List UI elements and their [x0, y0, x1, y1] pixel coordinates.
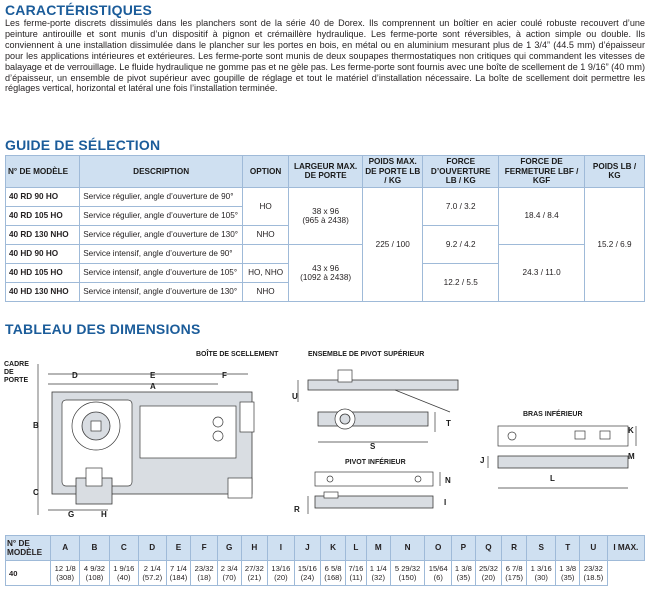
- col-weight: POIDS LB / KG: [585, 156, 645, 188]
- dim-cell: [390, 561, 425, 586]
- table-row: [6, 244, 645, 263]
- dim-value: 23/32: [583, 564, 603, 573]
- col-closing-force: FORCE DE FERMETURE LBF / KGF: [499, 156, 585, 188]
- letter-i: I: [444, 498, 447, 507]
- dim-value: 12 1/8: [54, 564, 76, 573]
- dim-col: R: [502, 536, 527, 561]
- letter-k: K: [628, 426, 634, 435]
- description-cell: Service régulier, angle d’ouverture de 105°: [80, 206, 243, 225]
- characteristics-text: Les ferme-porte discrets dissimulés dans les planchers sont de la série 40 de Dorex. Ils comprennent un boîtier en acier coulé robuste recouvert d’une peinture antirouille et sont munis d’un dispositif à pignon et crémaillère hydraulique. Les ferme-porte sont réversibles, à action simple ou double. Ils conviennent à une installation dissimulée dans le plancher sur les portes en bois, en métal ou en aluminium mesurant plus de 1 3/4” (44.5 mm) d’épaisseur pour les applications intérieures et extérieures. Les ferme-porte sont munis de deux soupapes thermostatiques non critiques qui commandent les vitesses de balayage et de verrouillage. Le fluide hydraulique ne gomme pas et ne gèle pas. Les ferme-porte sont fournis avec une boîte de scellement de 1 9/16” (40 mm) d’épaisseur, un ensemble de pivot supérieur avec goupille de réglage et tout le matériel d’installation nécessaire. La boîte de scellement doit permettre les réglages vertical, horizontal et latéral une fois l’installation terminée.: [5, 18, 645, 94]
- letter-a: A: [150, 382, 156, 391]
- dim-cell: [366, 561, 390, 586]
- dim-value: 23/32: [194, 564, 214, 573]
- letter-r: R: [294, 505, 300, 514]
- letter-s: S: [370, 442, 376, 451]
- dim-value-mm: (35): [560, 573, 575, 582]
- letter-m: M: [628, 452, 635, 461]
- dim-col: B: [80, 536, 109, 561]
- letter-n: N: [445, 476, 451, 485]
- letter-g: G: [68, 510, 75, 519]
- dim-col: N: [390, 536, 425, 561]
- col-width: LARGEUR MAX. DE PORTE: [289, 156, 363, 188]
- dim-cell: [241, 561, 268, 586]
- description-cell: Service régulier, angle d’ouverture de 130°: [80, 225, 243, 244]
- letter-t: T: [446, 419, 451, 428]
- dim-value-mm: (30): [534, 573, 548, 582]
- option-cell: NHO: [243, 282, 289, 301]
- model-cell: 40 RD 105 HO: [6, 206, 80, 225]
- dim-value: 6 7/8: [505, 564, 523, 573]
- opening-force-cell: 7.0 / 3.2: [423, 187, 499, 225]
- dim-value: 1 3/8: [454, 564, 472, 573]
- dim-cell: [527, 561, 556, 586]
- dim-value-mm: (175): [505, 573, 523, 582]
- dim-value-mm: (108): [85, 573, 104, 582]
- dim-col: S: [527, 536, 556, 561]
- dim-value-mm: (21): [247, 573, 262, 582]
- dim-value-mm: (18): [197, 573, 211, 582]
- dim-col-max: I MAX.: [607, 536, 644, 561]
- dim-col: Q: [475, 536, 502, 561]
- dim-value-mm: (20): [274, 573, 288, 582]
- dim-cell: [191, 561, 218, 586]
- dim-value-mm: (150): [398, 573, 417, 582]
- dim-col: F: [191, 536, 218, 561]
- dim-cell: [80, 561, 109, 586]
- box-label: BOÎTE DE SCELLEMENT: [196, 351, 279, 358]
- closing-force-cell-hd: 24.3 / 11.0: [499, 244, 585, 301]
- dim-col: H: [241, 536, 268, 561]
- dim-model-cell: 40: [6, 561, 51, 586]
- table-row: [6, 187, 645, 206]
- dim-col: T: [556, 536, 580, 561]
- letter-f: F: [222, 371, 227, 380]
- dim-value-mm: (6): [433, 573, 443, 582]
- dim-col: K: [321, 536, 346, 561]
- dim-cell: [51, 561, 80, 586]
- dimensions-title: TABLEAU DES DIMENSIONS: [5, 321, 201, 337]
- letter-b: B: [33, 421, 39, 430]
- dim-col-model: N° DE MODÈLE: [6, 536, 51, 561]
- width-hd: 43 x 96: [312, 263, 340, 273]
- dim-cell: [425, 561, 452, 586]
- col-description: DESCRIPTION: [80, 156, 243, 188]
- dim-value: 2 3/4: [220, 564, 238, 573]
- option-cell: HO: [243, 187, 289, 225]
- description-cell: Service intensif, angle d’ouverture de 105°: [80, 263, 243, 282]
- dim-value: 13/16: [271, 564, 291, 573]
- option-cell: NHO: [243, 225, 289, 244]
- option-cell: [243, 244, 289, 263]
- selection-table: [5, 155, 645, 302]
- dim-cell: [345, 561, 366, 586]
- width-cell-hd: [289, 244, 363, 301]
- dim-cell: [321, 561, 346, 586]
- opening-force-cell: 9.2 / 4.2: [423, 225, 499, 263]
- letter-h: H: [101, 510, 107, 519]
- model-cell: 40 RD 90 HO: [6, 187, 80, 206]
- dim-col: C: [109, 536, 138, 561]
- bottom-pivot-label: PIVOT INFÉRIEUR: [345, 459, 406, 466]
- top-pivot-drawing: [290, 362, 465, 452]
- dim-cell: [138, 561, 166, 586]
- col-weight-max: POIDS MAX. DE PORTE LB / KG: [363, 156, 423, 188]
- weight-max-cell: 225 / 100: [363, 187, 423, 301]
- dim-cell: [452, 561, 476, 586]
- model-cell: 40 RD 130 NHO: [6, 225, 80, 244]
- dim-value-mm: (184): [169, 573, 188, 582]
- model-cell: 40 HD 130 NHO: [6, 282, 80, 301]
- dim-value: 6 5/8: [324, 564, 342, 573]
- dim-cell: [109, 561, 138, 586]
- dim-value-mm: (32): [371, 573, 385, 582]
- width-hd-mm: (1092 à 2438): [300, 272, 352, 282]
- dim-value: 1 3/8: [559, 564, 577, 573]
- dim-value-mm: (308): [56, 573, 75, 582]
- dim-value-mm: (11): [349, 573, 363, 582]
- dim-col: P: [452, 536, 476, 561]
- bottom-arm-label: BRAS INFÉRIEUR: [523, 411, 583, 418]
- dim-value: 25/32: [478, 564, 498, 573]
- width-cell-rd: [289, 187, 363, 244]
- frame-label: CADRE DE PORTE: [4, 361, 29, 384]
- dim-value: 7 1/4: [170, 564, 187, 573]
- letter-d: D: [72, 371, 78, 380]
- dim-cell: [502, 561, 527, 586]
- col-model: N° DE MODÈLE: [6, 156, 80, 188]
- dim-value: 15/16: [297, 564, 317, 573]
- selection-title: GUIDE DE SÉLECTION: [5, 137, 161, 153]
- top-pivot-label: ENSEMBLE DE PIVOT SUPÉRIEUR: [308, 351, 425, 358]
- dim-col: A: [51, 536, 80, 561]
- bottom-arm-drawing: [480, 418, 645, 503]
- option-cell: HO, NHO: [243, 263, 289, 282]
- dim-value-mm: (35): [456, 573, 471, 582]
- characteristics-title: CARACTÉRISTIQUES: [5, 2, 153, 18]
- dim-value: 1 3/16: [530, 564, 552, 573]
- dim-value-mm: (24): [300, 573, 315, 582]
- dim-value-mm: (70): [222, 573, 236, 582]
- weight-cell: 15.2 / 6.9: [585, 187, 645, 301]
- dim-value: 27/32: [244, 564, 264, 573]
- dim-cell: [217, 561, 241, 586]
- dim-col: E: [166, 536, 191, 561]
- dim-value: 1 1/4: [369, 564, 387, 573]
- dim-value-mm: (40): [117, 573, 131, 582]
- dim-value-mm: (168): [324, 573, 342, 582]
- width-rd-mm: (965 à 2438): [302, 215, 349, 225]
- table-row: [6, 561, 645, 586]
- opening-force-cell: 12.2 / 5.5: [423, 263, 499, 301]
- letter-u: U: [292, 392, 298, 401]
- bottom-pivot-drawing: [300, 468, 460, 518]
- col-opening-force: FORCE D’OUVERTURE LB / KG: [423, 156, 499, 188]
- dim-col: J: [294, 536, 321, 561]
- width-rd: 38 x 96: [312, 206, 340, 216]
- model-cell: 40 HD 90 HO: [6, 244, 80, 263]
- dim-cell: [580, 561, 608, 586]
- box-drawing: [28, 360, 268, 520]
- dim-cell: [294, 561, 321, 586]
- dim-col: U: [580, 536, 608, 561]
- dim-value-mm: (20): [481, 573, 496, 582]
- description-cell: Service intensif, angle d’ouverture de 90°: [80, 244, 243, 263]
- closing-force-cell-rd: 18.4 / 8.4: [499, 187, 585, 244]
- dim-cell: [268, 561, 295, 586]
- dim-value-mm: (57.2): [142, 573, 163, 582]
- dim-value: 7/16: [348, 564, 364, 573]
- dim-cell: [475, 561, 502, 586]
- dim-value: 1 9/16: [113, 564, 135, 573]
- dim-col: M: [366, 536, 390, 561]
- dim-col: D: [138, 536, 166, 561]
- dim-col: I: [268, 536, 295, 561]
- dim-col: L: [345, 536, 366, 561]
- model-cell: 40 HD 105 HO: [6, 263, 80, 282]
- col-option: OPTION: [243, 156, 289, 188]
- description-cell: Service intensif, angle d’ouverture de 130°: [80, 282, 243, 301]
- dim-cell: [556, 561, 580, 586]
- dim-col: O: [425, 536, 452, 561]
- dim-value: 2 1/4: [143, 564, 161, 573]
- letter-c: C: [33, 488, 39, 497]
- letter-j: J: [480, 456, 485, 465]
- letter-l: L: [550, 474, 555, 483]
- dim-value-mm: (18.5): [583, 573, 604, 582]
- dim-value: 4 9/32: [83, 564, 106, 573]
- dim-value: 15/64: [428, 564, 448, 573]
- description-cell: Service régulier, angle d’ouverture de 90°: [80, 187, 243, 206]
- dimensions-table: [5, 535, 645, 586]
- dim-value: 5 29/32: [394, 564, 421, 573]
- dim-col: G: [217, 536, 241, 561]
- dim-cell: [166, 561, 191, 586]
- letter-e: E: [150, 371, 156, 380]
